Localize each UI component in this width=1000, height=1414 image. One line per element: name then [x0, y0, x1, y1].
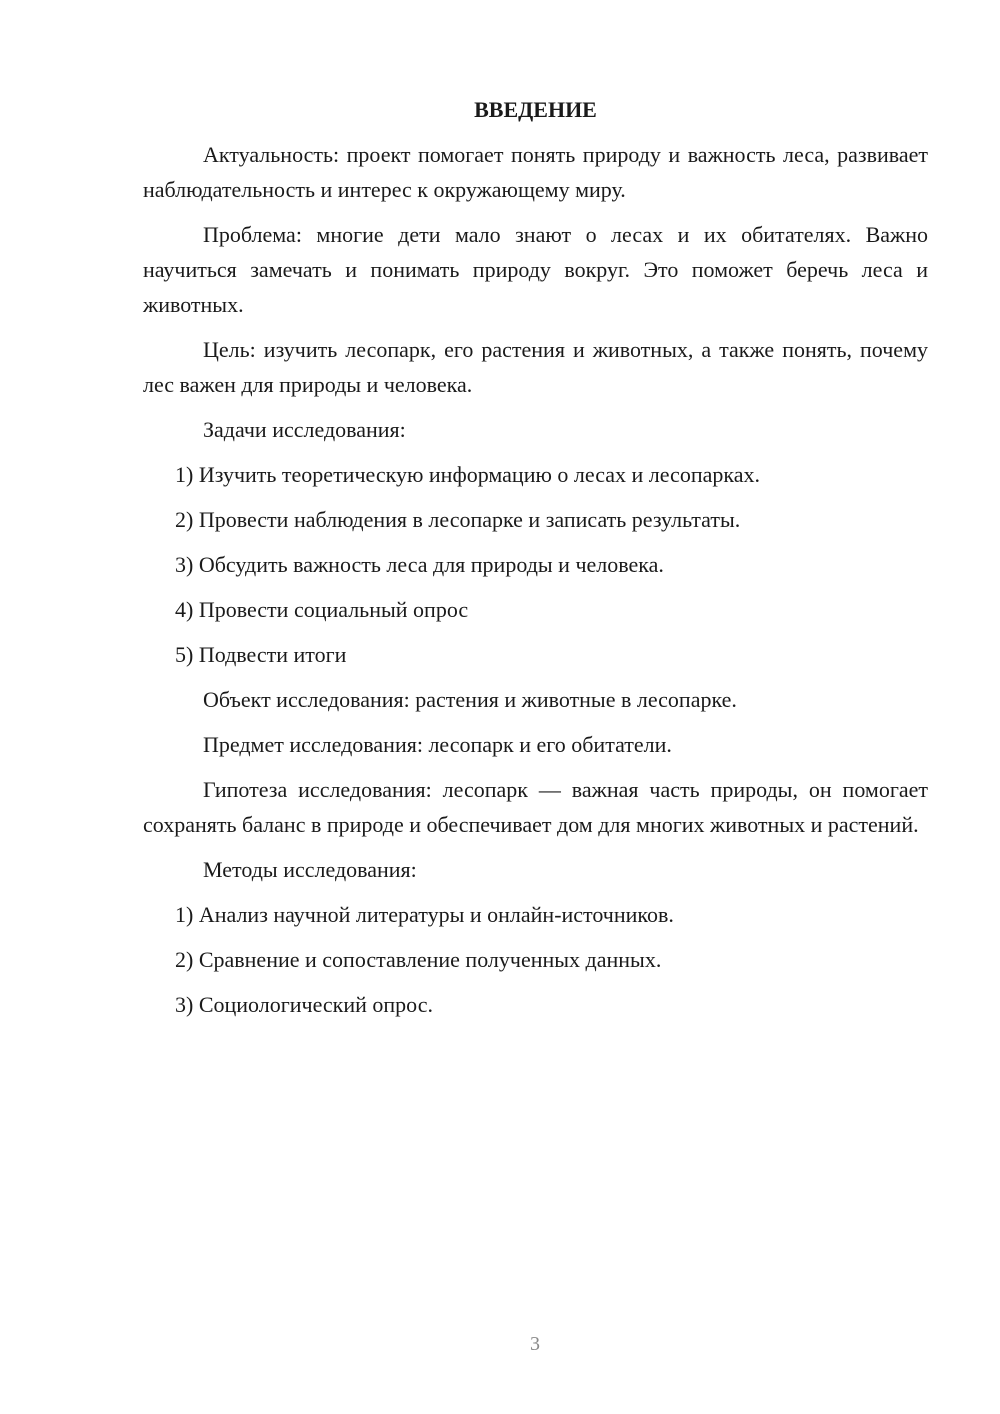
- method-item: 2) Сравнение и сопоставление полученных данных.: [175, 947, 662, 972]
- task-item: 4) Провести социальный опрос: [175, 597, 469, 622]
- method-item: 3) Социологический опрос.: [175, 992, 433, 1017]
- page-number: 3: [530, 1333, 540, 1355]
- object-paragraph: Объект исследования: растения и животные в лесопарке.: [203, 687, 737, 712]
- relevance-paragraph: Актуальность: проект помогает понять природу и важность леса, развивает наблюдательность и интерес к окружающему миру.: [143, 142, 928, 202]
- goal-paragraph: Цель: изучить лесопарк, его растения и животных, а также понять, почему лес важен для природы и человека.: [143, 337, 928, 397]
- method-item: 1) Анализ научной литературы и онлайн-источников.: [175, 902, 674, 927]
- task-item: 5) Подвести итоги: [175, 642, 347, 667]
- task-item: 3) Обсудить важность леса для природы и человека.: [175, 552, 664, 577]
- task-item: 2) Провести наблюдения в лесопарке и записать результаты.: [175, 507, 741, 532]
- page-content: [143, 92, 928, 1032]
- page-title: ВВЕДЕНИЕ: [474, 97, 597, 122]
- hypothesis-paragraph: Гипотеза исследования: лесопарк — важная часть природы, он помогает сохранять баланс в природе и обеспечивает дом для многих животных и растений.: [143, 777, 928, 837]
- problem-paragraph: Проблема: многие дети мало знают о лесах и их обитателях. Важно научиться замечать и понимать природу вокруг. Это поможет беречь леса и животных.: [143, 222, 928, 317]
- task-item: 1) Изучить теоретическую информацию о лесах и лесопарках.: [175, 462, 760, 487]
- methods-heading: Методы исследования:: [203, 857, 417, 882]
- tasks-heading: Задачи исследования:: [203, 417, 406, 442]
- subject-paragraph: Предмет исследования: лесопарк и его обитатели.: [203, 732, 672, 757]
